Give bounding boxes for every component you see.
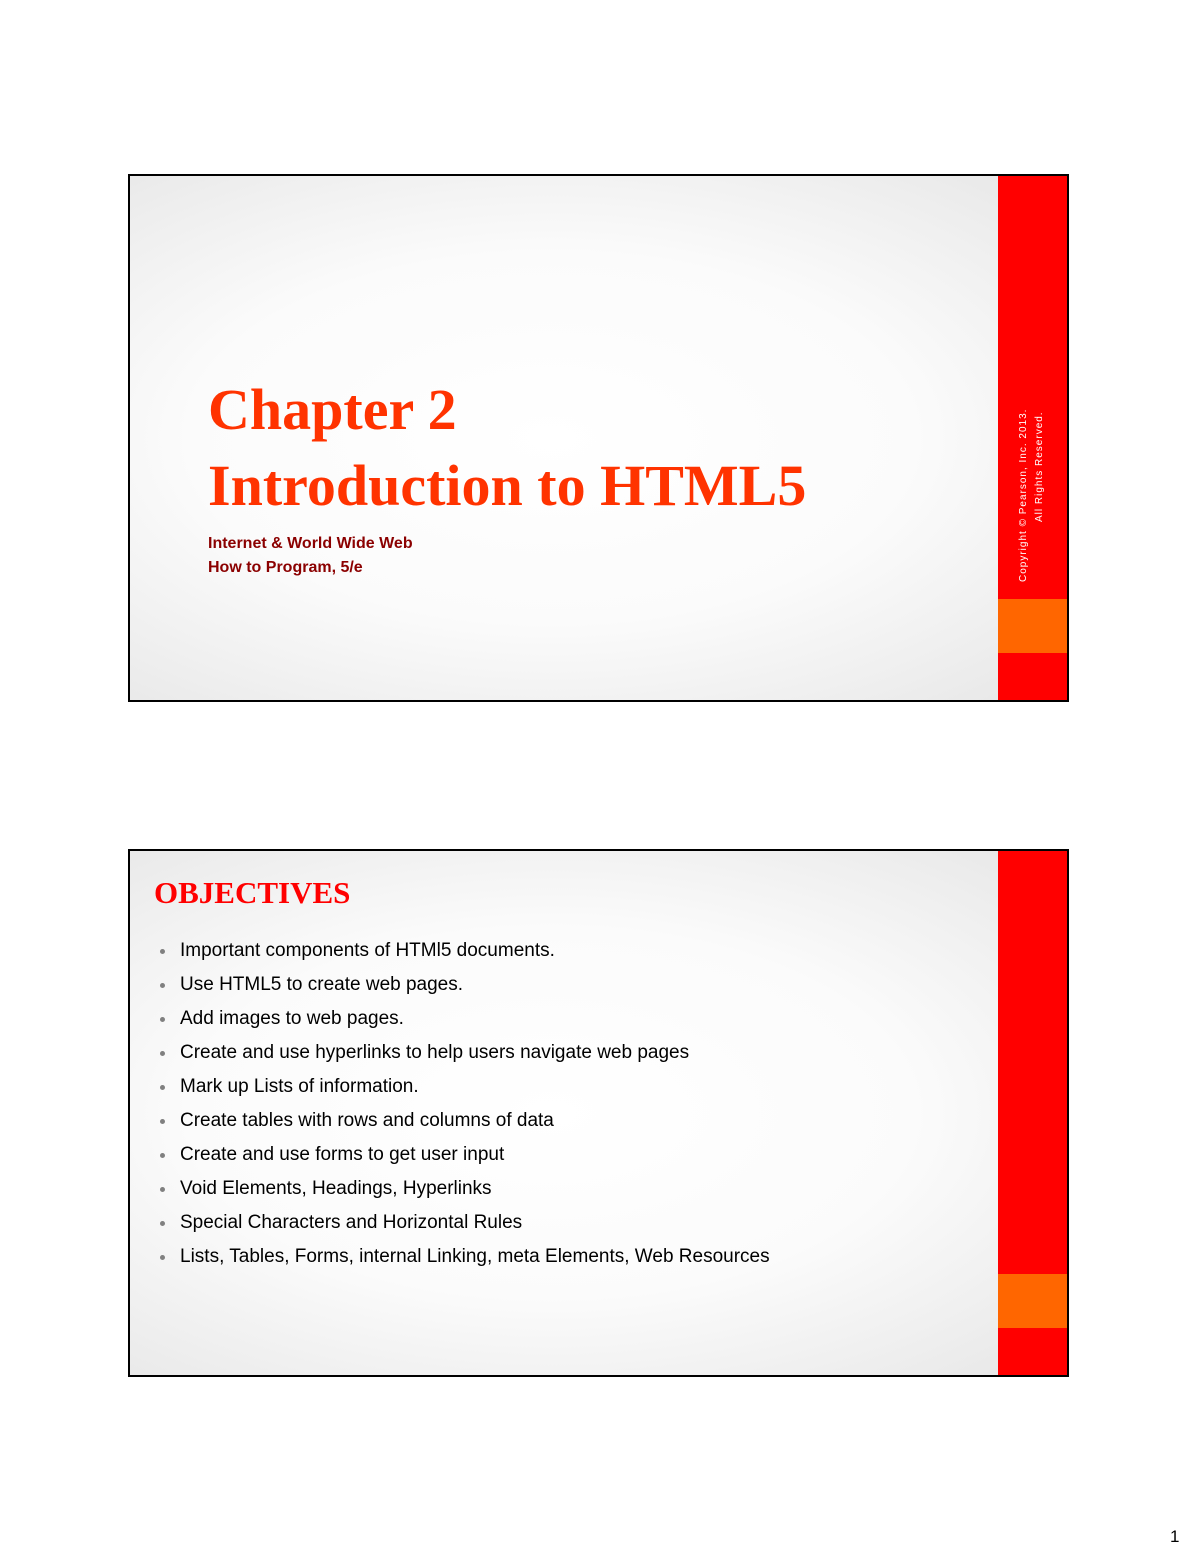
slide-subtitle [208,532,413,580]
copyright-line-2: All Rights Reserved. [1034,411,1045,522]
slide-title [208,372,806,524]
bullet-icon [160,1017,165,1022]
bullet-icon [160,1085,165,1090]
bullet-icon [160,1255,165,1260]
list-item [160,934,770,968]
list-item-text: Create and use hyperlinks to help users navigate web pages [180,1042,690,1063]
copyright-notice [1010,300,1060,600]
list-item-text: Mark up Lists of information. [180,1076,419,1097]
list-item-text: Void Elements, Headings, Hyperlinks [180,1178,492,1199]
list-item-text: Create tables with rows and columns of data [180,1110,554,1131]
objectives-slide [128,849,1069,1377]
list-item-text: Important components of HTMl5 documents. [180,940,555,961]
bullet-icon [160,1051,165,1056]
orange-accent-block [998,599,1067,653]
bullet-icon [160,1119,165,1124]
slide-title-line-1: Chapter 2 [208,377,457,442]
list-item [160,1104,770,1138]
list-item [160,1036,770,1070]
list-item [160,1002,770,1036]
orange-accent-block [998,1274,1067,1328]
bullet-icon [160,983,165,988]
title-slide [128,174,1069,702]
list-item [160,968,770,1002]
list-item [160,1206,770,1240]
bullet-icon [160,1153,165,1158]
copyright-line-1: Copyright © Pearson, Inc. 2013. [1018,408,1029,582]
list-item [160,1172,770,1206]
bullet-icon [160,1187,165,1192]
list-item [160,1070,770,1104]
list-item-text: Special Characters and Horizontal Rules [180,1212,523,1233]
list-item-text: Use HTML5 to create web pages. [180,974,464,995]
list-item-text: Add images to web pages. [180,1008,404,1029]
subtitle-line-1: Internet & World Wide Web [208,535,413,552]
list-item [160,1240,770,1274]
list-item-text: Create and use forms to get user input [180,1144,505,1165]
objectives-list [160,934,770,1274]
objectives-heading: OBJECTIVES [154,875,351,910]
slide-title-line-2: Introduction to HTML5 [208,453,807,518]
subtitle-line-2: How to Program, 5/e [208,559,363,576]
list-item [160,1138,770,1172]
bullet-icon [160,1221,165,1226]
bullet-icon [160,949,165,954]
page-number: 1 [1170,1527,1180,1546]
list-item-text: Lists, Tables, Forms, internal Linking, meta Elements, Web Resources [180,1246,770,1267]
